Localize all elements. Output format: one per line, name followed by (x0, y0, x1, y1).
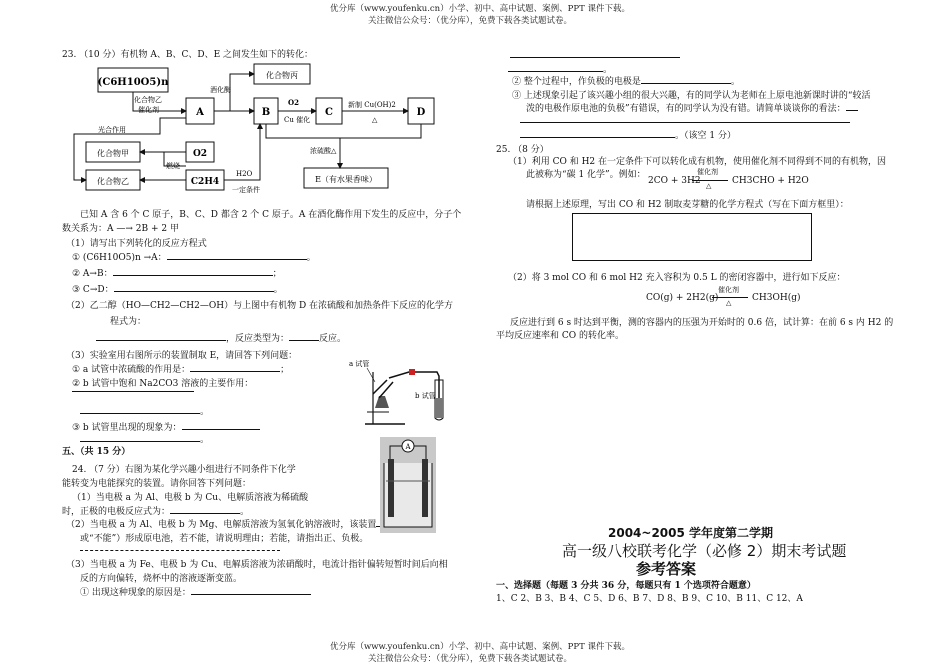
q23-part3b: ② b 试管中饱和 Na2CO3 溶液的主要作用： (72, 379, 254, 389)
q24-line-3: （1）当电极 a 为 Al、电极 b 为 Cu、电解质溶液为稀硫酸 (72, 493, 309, 503)
svg-text:催化剂: 催化剂 (138, 106, 159, 114)
svg-text:O2: O2 (288, 98, 299, 107)
eq1-arrow (692, 180, 728, 181)
eq2-left: CO(g) + 2H2(g) (646, 293, 719, 303)
q24-line-4: 时，正极的电极反应式为： 。 (62, 504, 249, 517)
answer-blank[interactable] (520, 128, 675, 138)
starch-label: (C6H10O5)n (97, 77, 169, 88)
q23-part2b: 程式为： (110, 317, 147, 327)
answer-blank[interactable] (113, 266, 273, 276)
svg-text:光合作用: 光合作用 (98, 126, 126, 134)
svg-text:酒化酶: 酒化酶 (210, 86, 231, 94)
q24-line-1: 24. （7 分）右图为某化学兴趣小组进行不同条件下化学 (72, 465, 296, 475)
q25-part1-instruction: 请根据上述原理，写出 CO 和 H2 制取麦芽糖的化学方程式（写在下面方框里）： (526, 200, 849, 210)
svg-text:Cu 催化: Cu 催化 (284, 116, 311, 124)
answer-blank[interactable] (80, 432, 200, 442)
svg-text:一定条件: 一定条件 (232, 186, 260, 194)
answer-blank[interactable] (508, 62, 603, 72)
q24-3-3-line1: ③ 上述现象引起了该兴趣小组的很大兴趣，有的同学认为老师在上原电池新课时讲的“较活 (512, 91, 871, 101)
svg-text:a 试管: a 试管 (349, 360, 370, 368)
answer-blank[interactable] (190, 362, 280, 372)
answer-blank[interactable] (846, 101, 858, 111)
answer-title-3: 参考答案 (636, 560, 697, 578)
q23-part1a: ① (C6H10O5)n →A： 。 (72, 250, 316, 263)
q24-line-7: （3）当电极 a 为 Fe、电极 b 为 Cu、电解质溶液为浓硝酸时，电流计指针偏转短暂时间后向相 (66, 560, 448, 570)
svg-text:化合物乙: 化合物乙 (134, 96, 162, 104)
galvanic-cell-figure (380, 437, 436, 533)
q23-part1b: ② A→B： ； (72, 266, 282, 279)
q23-part1: （1）请写出下列转化的反应方程式 (66, 239, 207, 249)
svg-text:D: D (416, 107, 426, 118)
answer-blank[interactable] (114, 282, 274, 292)
header-line-2: 关注微信公众号：（优分库），免费下载各类试题试卷。 (368, 16, 573, 26)
svg-text:燃烧: 燃烧 (166, 162, 180, 170)
svg-text:H2O: H2O (236, 170, 253, 178)
answer-blank[interactable] (520, 122, 850, 123)
section-5-title: 五、（共 15 分） (62, 447, 131, 457)
q23-title: 23. （10 分）有机物 A、B、C、D、E 之间发生如下的转化： (62, 50, 313, 60)
svg-text:浓硫酸△: 浓硫酸△ (310, 147, 337, 155)
answer-title-2: 高一级八校联考化学（必修 2）期末考试题 (562, 542, 847, 560)
svg-text:C2H4: C2H4 (190, 177, 220, 187)
q24-line-9: ① 出现这种现象的原因是： (80, 585, 311, 598)
q23-part3c: ③ b 试管里出现的现象为： (72, 420, 260, 433)
footer-line-2: 关注微信公众号：（优分库），免费下载各类试题试卷。 (368, 654, 573, 664)
answer-box[interactable] (572, 213, 812, 261)
q24-line-8: 反的方向偏转，烧杯中的溶液逐渐变蓝。 (80, 574, 243, 584)
eq1-catalyst: 催化剂 (697, 168, 718, 176)
q23-desc-2: 数关系为：A —→ 2B + 2 甲 (62, 224, 179, 234)
answer-blank[interactable] (191, 585, 311, 595)
svg-text:A: A (196, 107, 204, 118)
ester-apparatus-figure (345, 352, 460, 427)
q24-3-2: ② 整个过程中，作负极的电极是 。 (512, 74, 740, 87)
q23-part3a: ① a 试管中浓硫酸的作用是： ； (72, 362, 289, 375)
svg-text:A: A (405, 443, 411, 451)
eq1-left: 2CO + 3H2 (648, 176, 701, 186)
answer-choices: 1、C 2、B 3、B 4、C 5、D 6、B 7、D 8、B 9、C 10、B 11、C 12、A (496, 594, 803, 604)
q25-title: 25. （8 分） (496, 145, 549, 155)
answer-blank[interactable] (96, 331, 226, 341)
q23-part3: （3）实验室用右图所示的装置制取 E，请回答下列问题： (66, 351, 298, 361)
answer-blank[interactable] (72, 391, 194, 392)
svg-text:O2: O2 (192, 149, 208, 159)
answer-blank[interactable] (182, 420, 260, 430)
q24-line-2: 能转变为电能探究的装置。请你回答下列问题： (62, 479, 252, 489)
svg-text:化合物丙: 化合物丙 (266, 71, 298, 80)
q23-part1c: ③ C→D： 。 (72, 282, 283, 295)
q23-part2: （2）乙二醇（HO—CH2—CH2—OH）与上图中有机物 D 在浓硫酸和加热条件下反应的化学方 (66, 301, 454, 311)
q23-part2c: ，反应类型为： 反应。 (96, 331, 346, 344)
answer-blank[interactable] (641, 74, 731, 84)
q23-conversion-diagram (60, 58, 450, 203)
svg-text:化合物乙: 化合物乙 (97, 177, 129, 186)
answer-blank[interactable] (510, 48, 680, 58)
answer-title-1: 2004~2005 学年度第二学期 (608, 526, 774, 540)
q25-part1-line1: （1）利用 CO 和 H2 在一定条件下可以转化成有机物，使用催化剂不同得到不同的有机物，因 (508, 157, 887, 167)
eq2-arrow (712, 297, 748, 298)
header-line-1: 优分库（www.youfenku.cn）小学、初中、高中试题、案例、PPT 课件下载。 (330, 4, 630, 14)
svg-text:E（有水果香味）: E（有水果香味） (315, 175, 377, 184)
q24-line-5: （2）当电极 a 为 Al、电极 b 为 Mg、电解质溶液为氢氧化钠溶液时，该装置 (66, 517, 433, 530)
answer-blank[interactable] (80, 550, 280, 551)
svg-text:△: △ (372, 116, 378, 124)
svg-text:B: B (261, 107, 271, 118)
svg-text:新制 Cu(OH)2: 新制 Cu(OH)2 (348, 101, 396, 109)
eq2-catalyst: 催化剂 (718, 286, 739, 294)
answer-section-1: 一、选择题（每题 3 分共 36 分，每题只有 1 个选项符合题意） (496, 581, 756, 591)
q25-part2-line1: （2）将 3 mol CO 和 6 mol H2 充入容积为 0.5 L 的密闭容器中，进行如下反应： (508, 273, 846, 283)
q25-part2-line3: 平均反应速率和 CO 的转化率。 (496, 331, 624, 341)
svg-text:b 试管: b 试管 (415, 392, 436, 400)
footer-line-1: 优分库（www.youfenku.cn）小学、初中、高中试题、案例、PPT 课件下载。 (330, 642, 630, 652)
svg-text:C: C (325, 107, 333, 118)
answer-blank[interactable] (80, 404, 200, 414)
answer-blank[interactable] (170, 504, 240, 514)
answer-blank[interactable] (167, 250, 307, 260)
answer-blank[interactable] (289, 331, 319, 341)
q24-3-3-line2: 泼的电极作原电池的负极”有错误，有的同学认为没有错。请简单谈谈你的看法： (526, 101, 858, 114)
q25-part2-line2: 反应进行到 6 s 时达到平衡，测的容器内的压强为开始时的 0.6 倍，试计算：在前 6 s 内 H2 的 (510, 318, 894, 328)
svg-text:化合物甲: 化合物甲 (97, 149, 129, 158)
eq1-right: CH3CHO + H2O (732, 176, 809, 186)
q25-part1-line2: 此被称为“碳 1 化学”。例如： (526, 170, 646, 180)
q23-desc-1: 已知 A 含 6 个 C 原子，B、C、D 都含 2 个 C 原子。A 在酒化酶作用下发生的反应中，分子个 (80, 210, 462, 220)
eq2-right: CH3OH(g) (752, 293, 801, 303)
q24-line-6: 或“不能”）形成原电池，若不能，请说明理由；若能，请指出正、负极。 (80, 534, 369, 544)
